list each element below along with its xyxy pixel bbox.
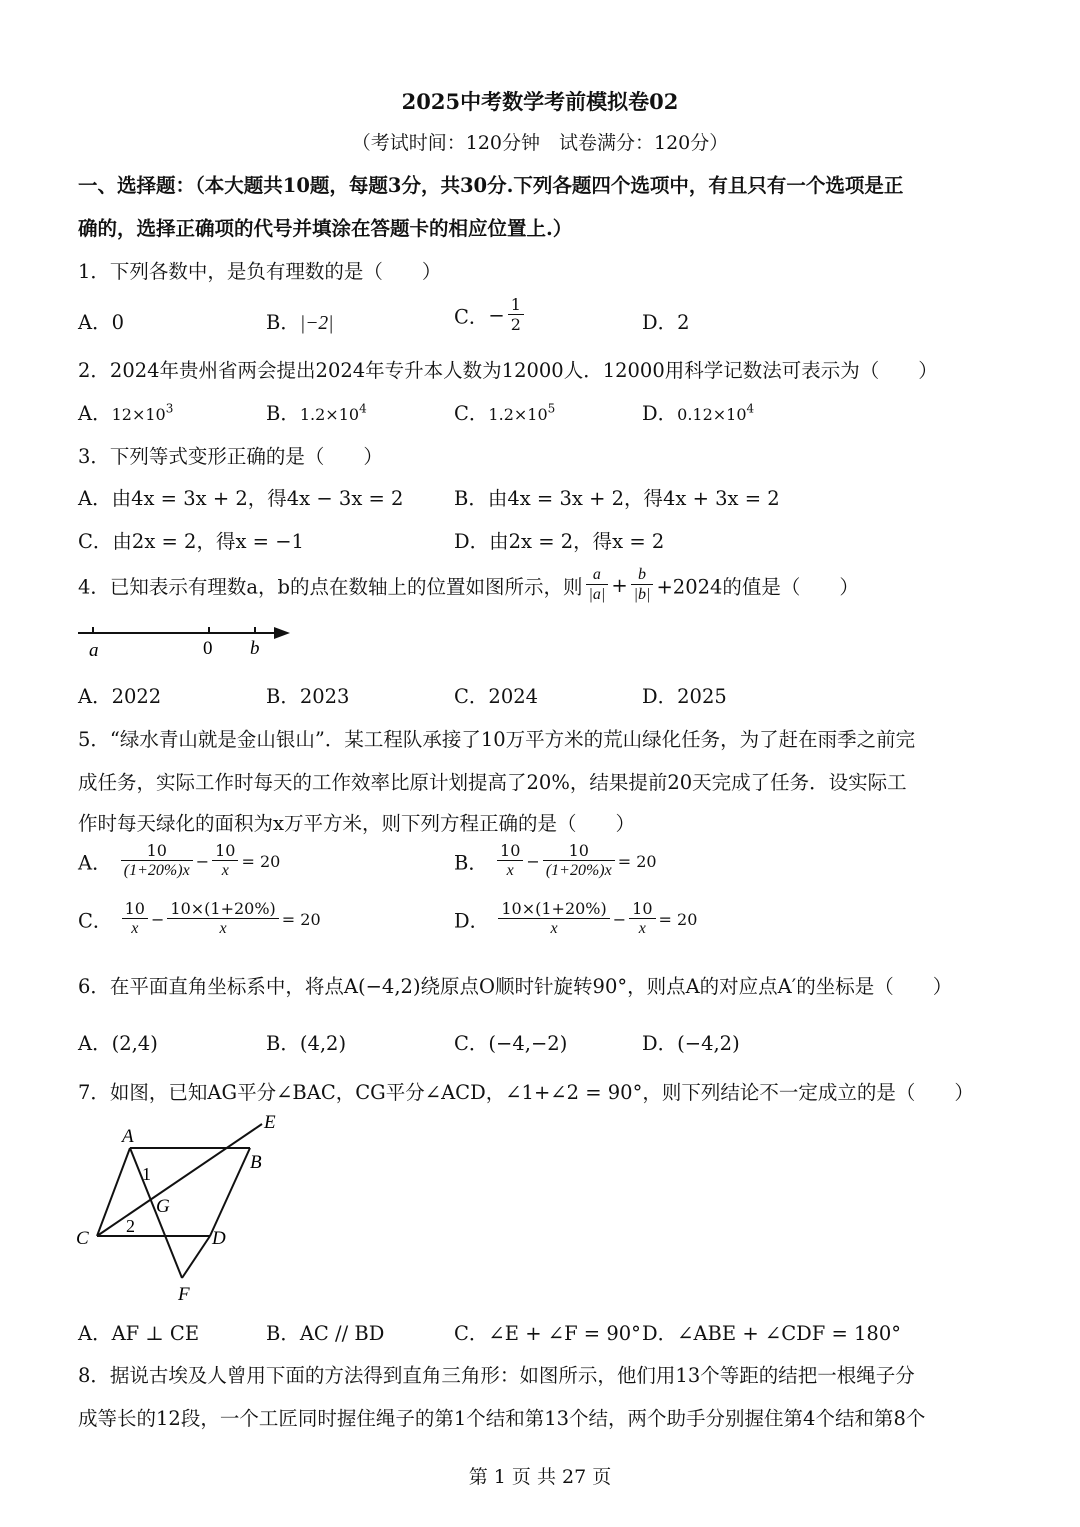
q5-option-a [78,842,280,881]
q8-line1: 8．据说古埃及人曾用下面的方法得到直角三角形：如图所示，他们用13个等距的结把一根绳子分 [78,1364,915,1387]
q2-c-exp: 5 [547,401,556,416]
page-title: 2025中考数学考前模拟卷02 [401,89,679,114]
q4-frac-a [586,566,609,605]
q4-option-a: A．2022 [78,685,162,708]
angle-2-label: 2 [126,1216,135,1236]
q7-option-c: C．∠E + ∠F = 90° [454,1322,641,1345]
q2-b-base: 1.2×10 [299,405,360,424]
q5-a-frac1 [121,842,193,881]
q1-option-c [454,296,527,335]
q1-option-c-sign: − [488,303,505,327]
segment-fd [182,1236,210,1278]
geometry-figure [70,1108,300,1308]
q3-option-b: B．由4x = 3x + 2，得4x + 3x = 2 [454,487,780,510]
q4-option-b: B．2023 [266,685,350,708]
q7-option-d: D．∠ABE + ∠CDF = 180° [642,1322,901,1345]
q5-line3: 作时每天绿化的面积为x万平方米，则下列方程正确的是（ ） [78,812,635,835]
q5-a-frac1-den: (1+20%)x [123,862,190,880]
q2-stem: 2．2024年贵州省两会提出2024年专升本人数为12000人．12000用科学记数法可表示为（ ） [78,359,938,382]
q5-b-eq: = 20 [617,851,657,871]
label-zero: 0 [203,638,213,659]
q4-stem-tail: +2024的值是（ ） [656,575,859,599]
q1-stem: 1．下列各数中，是负有理数的是（ ） [78,260,442,283]
q3-stem: 3．下列等式变形正确的是（ ） [78,445,383,468]
q5-d-frac1-den: x [550,920,558,938]
q6-option-d: D．(−4,2) [642,1032,740,1055]
q7-option-b: B．AC // BD [266,1322,385,1345]
q4-option-d: D．2025 [642,685,727,708]
q2-option-a [78,398,173,426]
section-heading-line2: 确的，选择正确项的代号并填涂在答题卡的相应位置上.） [78,217,573,240]
q2-c-base: 1.2×10 [488,405,548,424]
page-footer: 第 1 页 共 27 页 [468,1466,612,1488]
q5-d-frac2 [629,900,655,939]
q5-c-frac2-num: 10×(1+20%) [167,900,278,919]
q7-option-a: A．AF ⊥ CE [78,1322,200,1345]
point-g: G [156,1196,170,1217]
q5-d-frac1 [498,900,609,939]
q5-b-frac1-num: 10 [497,842,523,861]
q5-a-minus: − [195,851,210,871]
q5-a-frac2-num: 10 [212,842,238,861]
q5-d-frac2-num: 10 [629,900,655,919]
q5-b-minus: − [526,851,540,871]
exam-info: （考试时间：120分钟 试卷满分：120分） [351,132,729,154]
q5-a-frac2 [212,842,238,881]
q2-a-label: A． [78,402,112,425]
q1-option-b-label: B． [266,311,300,334]
q2-a-base: 12×10 [111,405,166,424]
q5-b-frac1-den: x [506,862,514,880]
q5-c-frac2 [167,900,278,939]
q5-option-c [78,900,321,939]
q4-frac-b-den: |b| [633,586,651,604]
q2-d-base: 0.12×10 [677,405,747,424]
q5-a-eq: = 20 [241,851,281,871]
q2-d-exp: 4 [746,401,755,416]
q5-c-eq: = 20 [281,909,321,929]
q5-a-frac1-num: 10 [121,842,193,861]
number-line-arrow [274,627,290,639]
q3-option-a: A．由4x = 3x + 2，得4x − 3x = 2 [78,487,404,510]
segment-bd [210,1148,250,1236]
q6-option-c: C．(−4,−2) [454,1032,568,1055]
q5-option-b [454,842,657,881]
q5-c-minus: − [150,909,165,929]
q5-d-label: D． [454,909,490,933]
point-d: D [212,1228,226,1249]
q1-option-d: D．2 [642,311,690,334]
q7-stem: 7．如图，已知AG平分∠BAC，CG平分∠ACD，∠1+∠2 = 90°，则下列结论不一定成立的是（ ） [78,1081,974,1104]
q1-option-b [266,307,333,335]
q4-frac-a-den: |a| [588,586,606,604]
q1-option-c-label: C． [454,305,489,329]
q2-a-exp: 3 [165,401,174,416]
q4-stem [78,566,859,605]
q1-c-denominator: 2 [510,315,521,335]
q2-option-c [454,398,555,426]
q5-c-frac1-num: 10 [122,900,148,919]
q2-b-exp: 4 [359,401,367,416]
q6-option-a: A．(2,4) [78,1032,158,1055]
point-c: C [76,1228,89,1249]
q4-frac-a-num: a [586,566,609,585]
q5-b-label: B． [454,851,488,875]
point-b: B [250,1152,262,1173]
q2-option-b [266,398,367,426]
section-heading-line1: 一、选择题：（本大题共10题，每题3分，共30分.下列各题四个选项中，有且只有一个选项是正 [78,174,904,197]
q5-option-d [454,900,697,939]
q1-c-numerator: 1 [508,296,524,315]
q2-d-label: D． [642,402,678,425]
point-e: E [264,1112,276,1133]
q1-option-c-fraction [508,296,524,335]
q2-b-label: B． [266,402,300,425]
q8-line2: 成等长的12段，一个工匠同时握住绳子的第1个结和第13个结，两个助手分别握住第4个结和第8个 [78,1407,926,1430]
q3-option-d: D．由2x = 2，得x = 2 [454,530,665,553]
q2-c-label: C． [454,402,489,425]
angle-1-label: 1 [142,1164,151,1184]
q5-d-frac1-num: 10×(1+20%) [498,900,609,919]
label-a: a [89,640,99,661]
q5-b-frac2-num: 10 [543,842,615,861]
label-b: b [250,638,260,659]
q5-a-frac2-den: x [221,862,229,880]
q5-d-frac2-den: x [638,920,646,938]
q5-c-frac1 [122,900,148,939]
q5-b-frac2 [543,842,615,881]
q4-plus: + [611,573,628,597]
q2-option-d [642,398,754,426]
q1-option-b-expr: |−2| [299,313,334,334]
q5-d-minus: − [612,909,627,929]
q6-stem: 6．在平面直角坐标系中，将点A(−4,2)绕原点O顺时针旋转90°，则点A的对应点A′的坐标是（ ） [78,975,953,998]
q5-c-frac2-den: x [219,920,227,938]
q5-b-frac1 [497,842,523,881]
q5-line1: 5．“绿水青山就是金山银山”．某工程队承接了10万平方米的荒山绿化任务，为了赶在雨季之前完 [78,728,916,751]
point-a: A [122,1126,134,1147]
q4-stem-pre: 4．已知表示有理数a，b的点在数轴上的位置如图所示，则 [78,575,583,599]
q3-option-c: C．由2x = 2，得x = −1 [78,530,304,553]
q4-option-c: C．2024 [454,685,539,708]
q4-frac-b-num: b [631,566,654,585]
q4-frac-b [631,566,654,605]
q5-b-frac2-den: (1+20%)x [545,862,612,880]
q5-c-label: C． [78,909,113,933]
q5-c-frac1-den: x [131,920,139,938]
q6-option-b: B．(4,2) [266,1032,347,1055]
q5-a-label: A． [78,851,112,875]
q5-line2: 成任务，实际工作时每天的工作效率比原计划提高了20%，结果提前20天完成了任务．设实际工 [78,771,907,794]
q5-d-eq: = 20 [658,909,698,929]
point-f: F [178,1284,190,1305]
q1-option-a: A．0 [78,311,124,334]
number-line-figure [70,616,310,662]
